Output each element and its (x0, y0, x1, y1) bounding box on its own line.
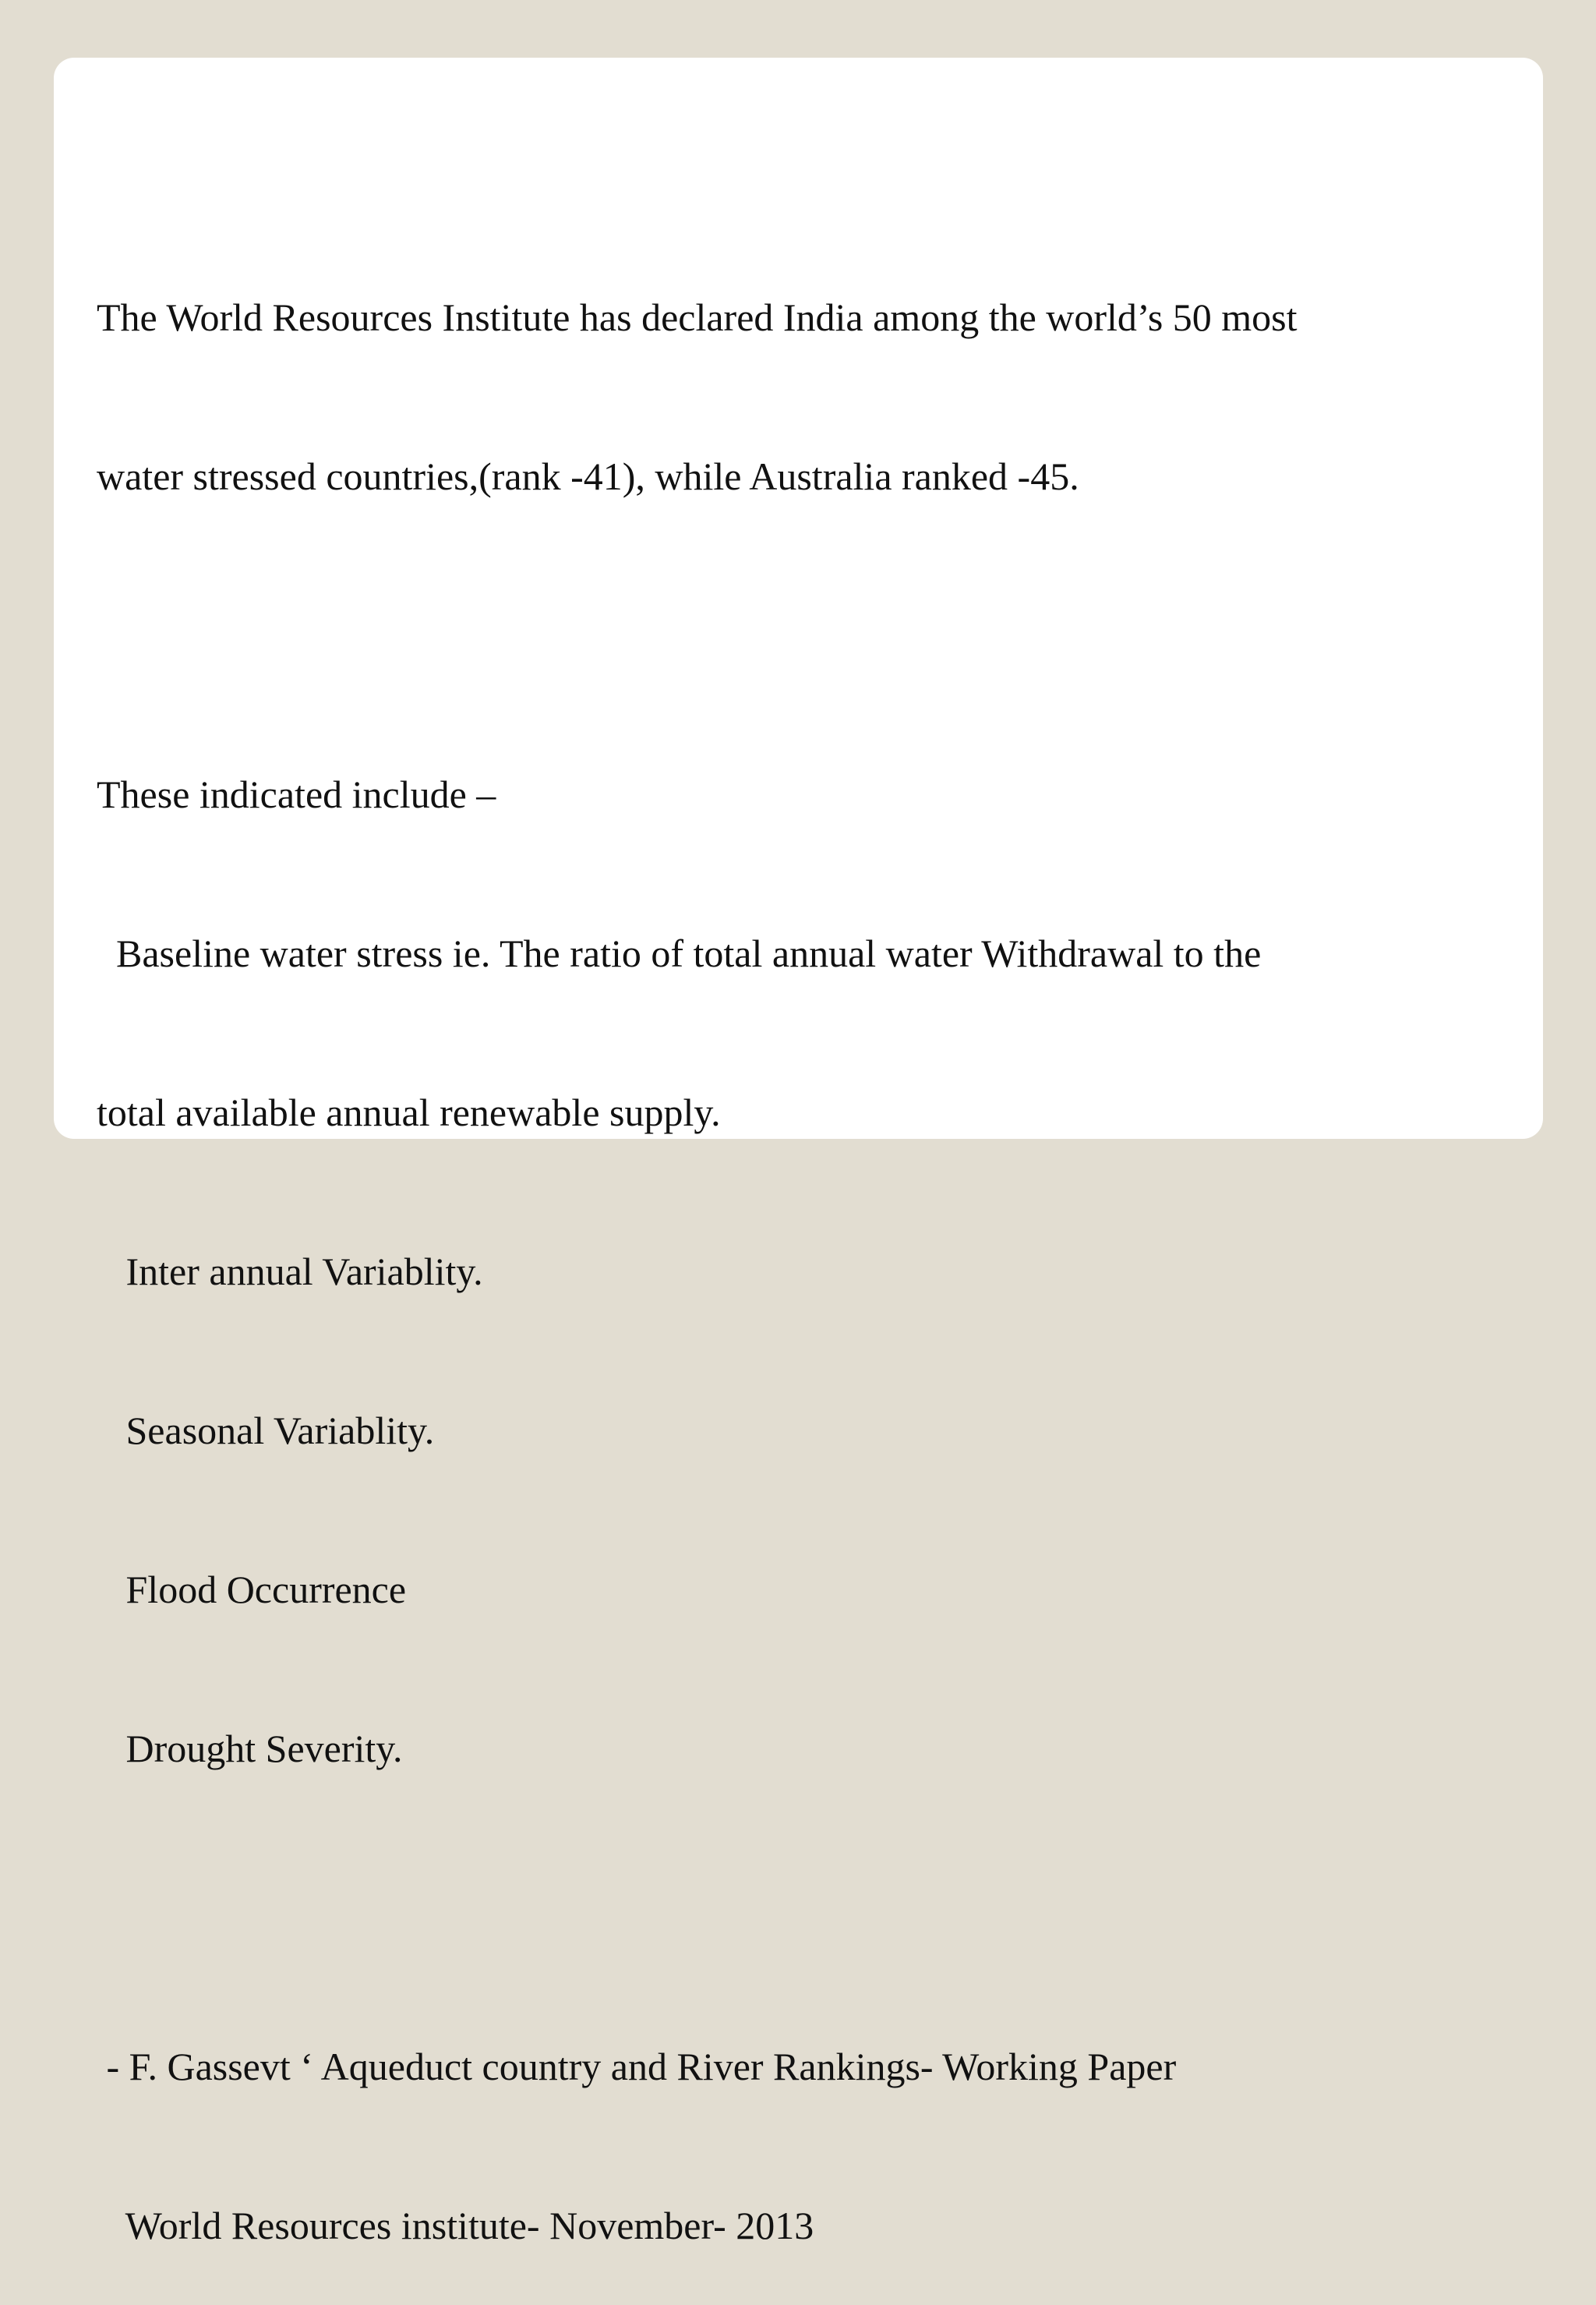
indicator-line: Inter annual Variablity. (97, 1250, 483, 1293)
indicator-line: Drought Severity. (97, 1727, 403, 1770)
indicators-intro: These indicated include – (97, 772, 496, 816)
indicator-line: Baseline water stress ie. The ratio of total annual water Withdrawal to the (97, 932, 1262, 975)
slide-body (97, 185, 1298, 2305)
indicator-line: Seasonal Variablity. (97, 1409, 435, 1452)
citation-line: - F. Gassevt ‘ Aqueduct country and River Rankings- Working Paper (97, 2045, 1177, 2088)
paragraph-line: The World Resources Institute has declared India among the world’s 50 most (97, 295, 1298, 339)
indicator-line: total available annual renewable supply. (97, 1091, 721, 1134)
citation-line: World Resources institute- November- 2013 (97, 2204, 814, 2247)
indicator-line: Flood Occurrence (97, 1568, 407, 1611)
paragraph-line: water stressed countries,(rank -41), while Australia ranked -45. (97, 454, 1079, 498)
